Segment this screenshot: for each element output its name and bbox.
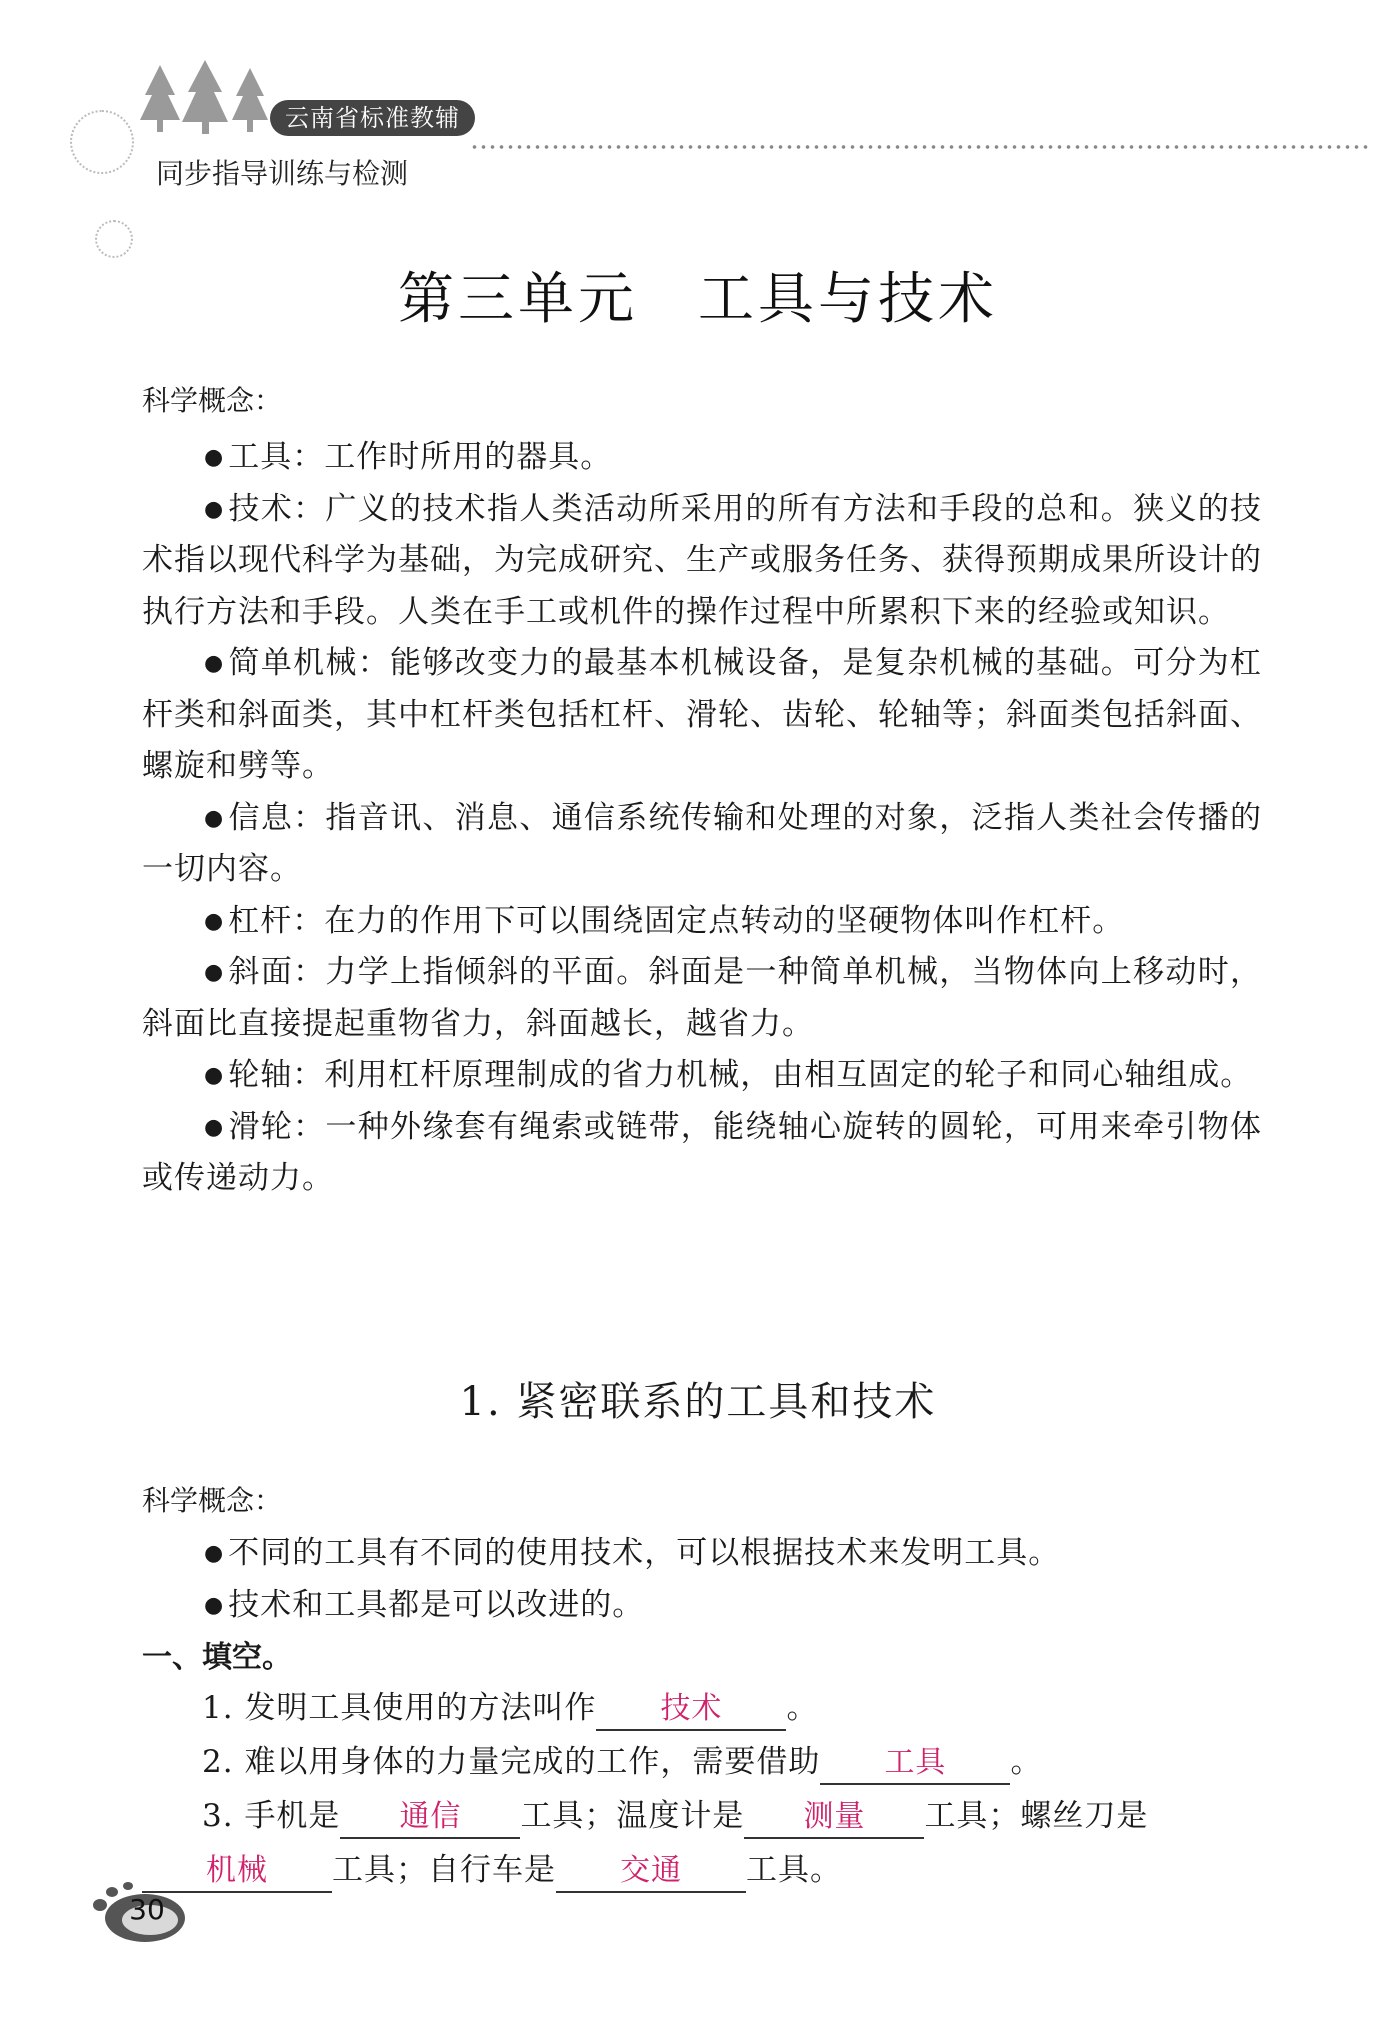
question-2: 2. 难以用身体的力量完成的工作，需要借助 工具 。 [142, 1735, 1262, 1789]
decorative-circle [70, 110, 134, 174]
page-header [0, 0, 1396, 250]
concept-item: ● 简单机械：能够改变力的最基本机械设备，是复杂机械的基础。可分为杠杆类和斜面类，其中杠杆类包括杠杆、滑轮、齿轮、轮轴等；斜面类包括斜面、螺旋和劈等。 [142, 645, 1263, 784]
concepts-label: 科学概念： [142, 384, 283, 417]
exercise-section [142, 1635, 1262, 1897]
answer-blank[interactable]: 技术 [596, 1689, 786, 1731]
concept-item: ● 不同的工具有不同的使用技术，可以根据技术来发明工具。 [204, 1535, 1061, 1571]
concept-item: ● 轮轴：利用杠杆原理制成的省力机械，由相互固定的轮子和同心轴组成。 [204, 1057, 1253, 1093]
lesson-title: 1. 紧密联系的工具和技术 [459, 1379, 937, 1425]
section-heading: 一、填空。 [142, 1640, 292, 1675]
concept-item: ● 技术和工具都是可以改进的。 [204, 1586, 645, 1623]
question-3: 3. 手机是 通信 工具；温度计是 测量 工具；螺丝刀是 [142, 1789, 1262, 1843]
decorative-circle [95, 220, 133, 258]
lesson-concepts [142, 1478, 1262, 1631]
answer-blank[interactable]: 通信 [340, 1797, 520, 1839]
concept-item: ● 杠杆：在力的作用下可以围绕固定点转动的坚硬物体叫作杠杆。 [204, 902, 1125, 939]
pine-trees-icon [140, 60, 280, 140]
unit-name: 工具与技术 [698, 267, 998, 332]
answer-blank[interactable]: 机械 [142, 1851, 332, 1893]
concept-item: ● 斜面：力学上指倾斜的平面。斜面是一种简单机械，当物体向上移动时，斜面比直接提起重物省力，斜面越长，越省力。 [142, 954, 1263, 1042]
brand-badge: 云南省标准教辅 [270, 100, 475, 136]
concept-item: ● 工具：工作时所用的器具。 [204, 439, 613, 475]
question-3-continued: 机械 工具；自行车是 交通 工具。 [142, 1843, 1262, 1897]
unit-title [0, 255, 1396, 335]
concept-item: ● 滑轮：一种外缘套有绳索或链带，能绕轴心旋转的圆轮，可用来牵引物体或传递动力。 [142, 1108, 1263, 1196]
series-title: 同步指导训练与检测 [156, 157, 409, 190]
question-1: 1. 发明工具使用的方法叫作 技术 。 [142, 1681, 1262, 1735]
unit-concepts [142, 378, 1262, 1205]
answer-blank[interactable]: 测量 [744, 1797, 924, 1839]
concept-item: ● 信息：指音讯、消息、通信系统传输和处理的对象，泛指人类社会传播的一切内容。 [142, 799, 1263, 887]
answer-blank[interactable]: 交通 [556, 1851, 746, 1893]
dotted-divider [470, 145, 1370, 149]
unit-number: 第三单元 [398, 267, 638, 332]
concepts-label: 科学概念： [142, 1484, 283, 1517]
concept-item: ● 技术：广义的技术指人类活动所采用的所有方法和手段的总和。狭义的技术指以现代科学为基础，为完成研究、生产或服务任务、获得预期成果所设计的执行方法和手段。人类在手工或机件的操作过程中所累积下来的经验或知识。 [142, 490, 1263, 630]
answer-blank[interactable]: 工具 [820, 1743, 1010, 1785]
page-number: 30 [129, 1893, 165, 1926]
